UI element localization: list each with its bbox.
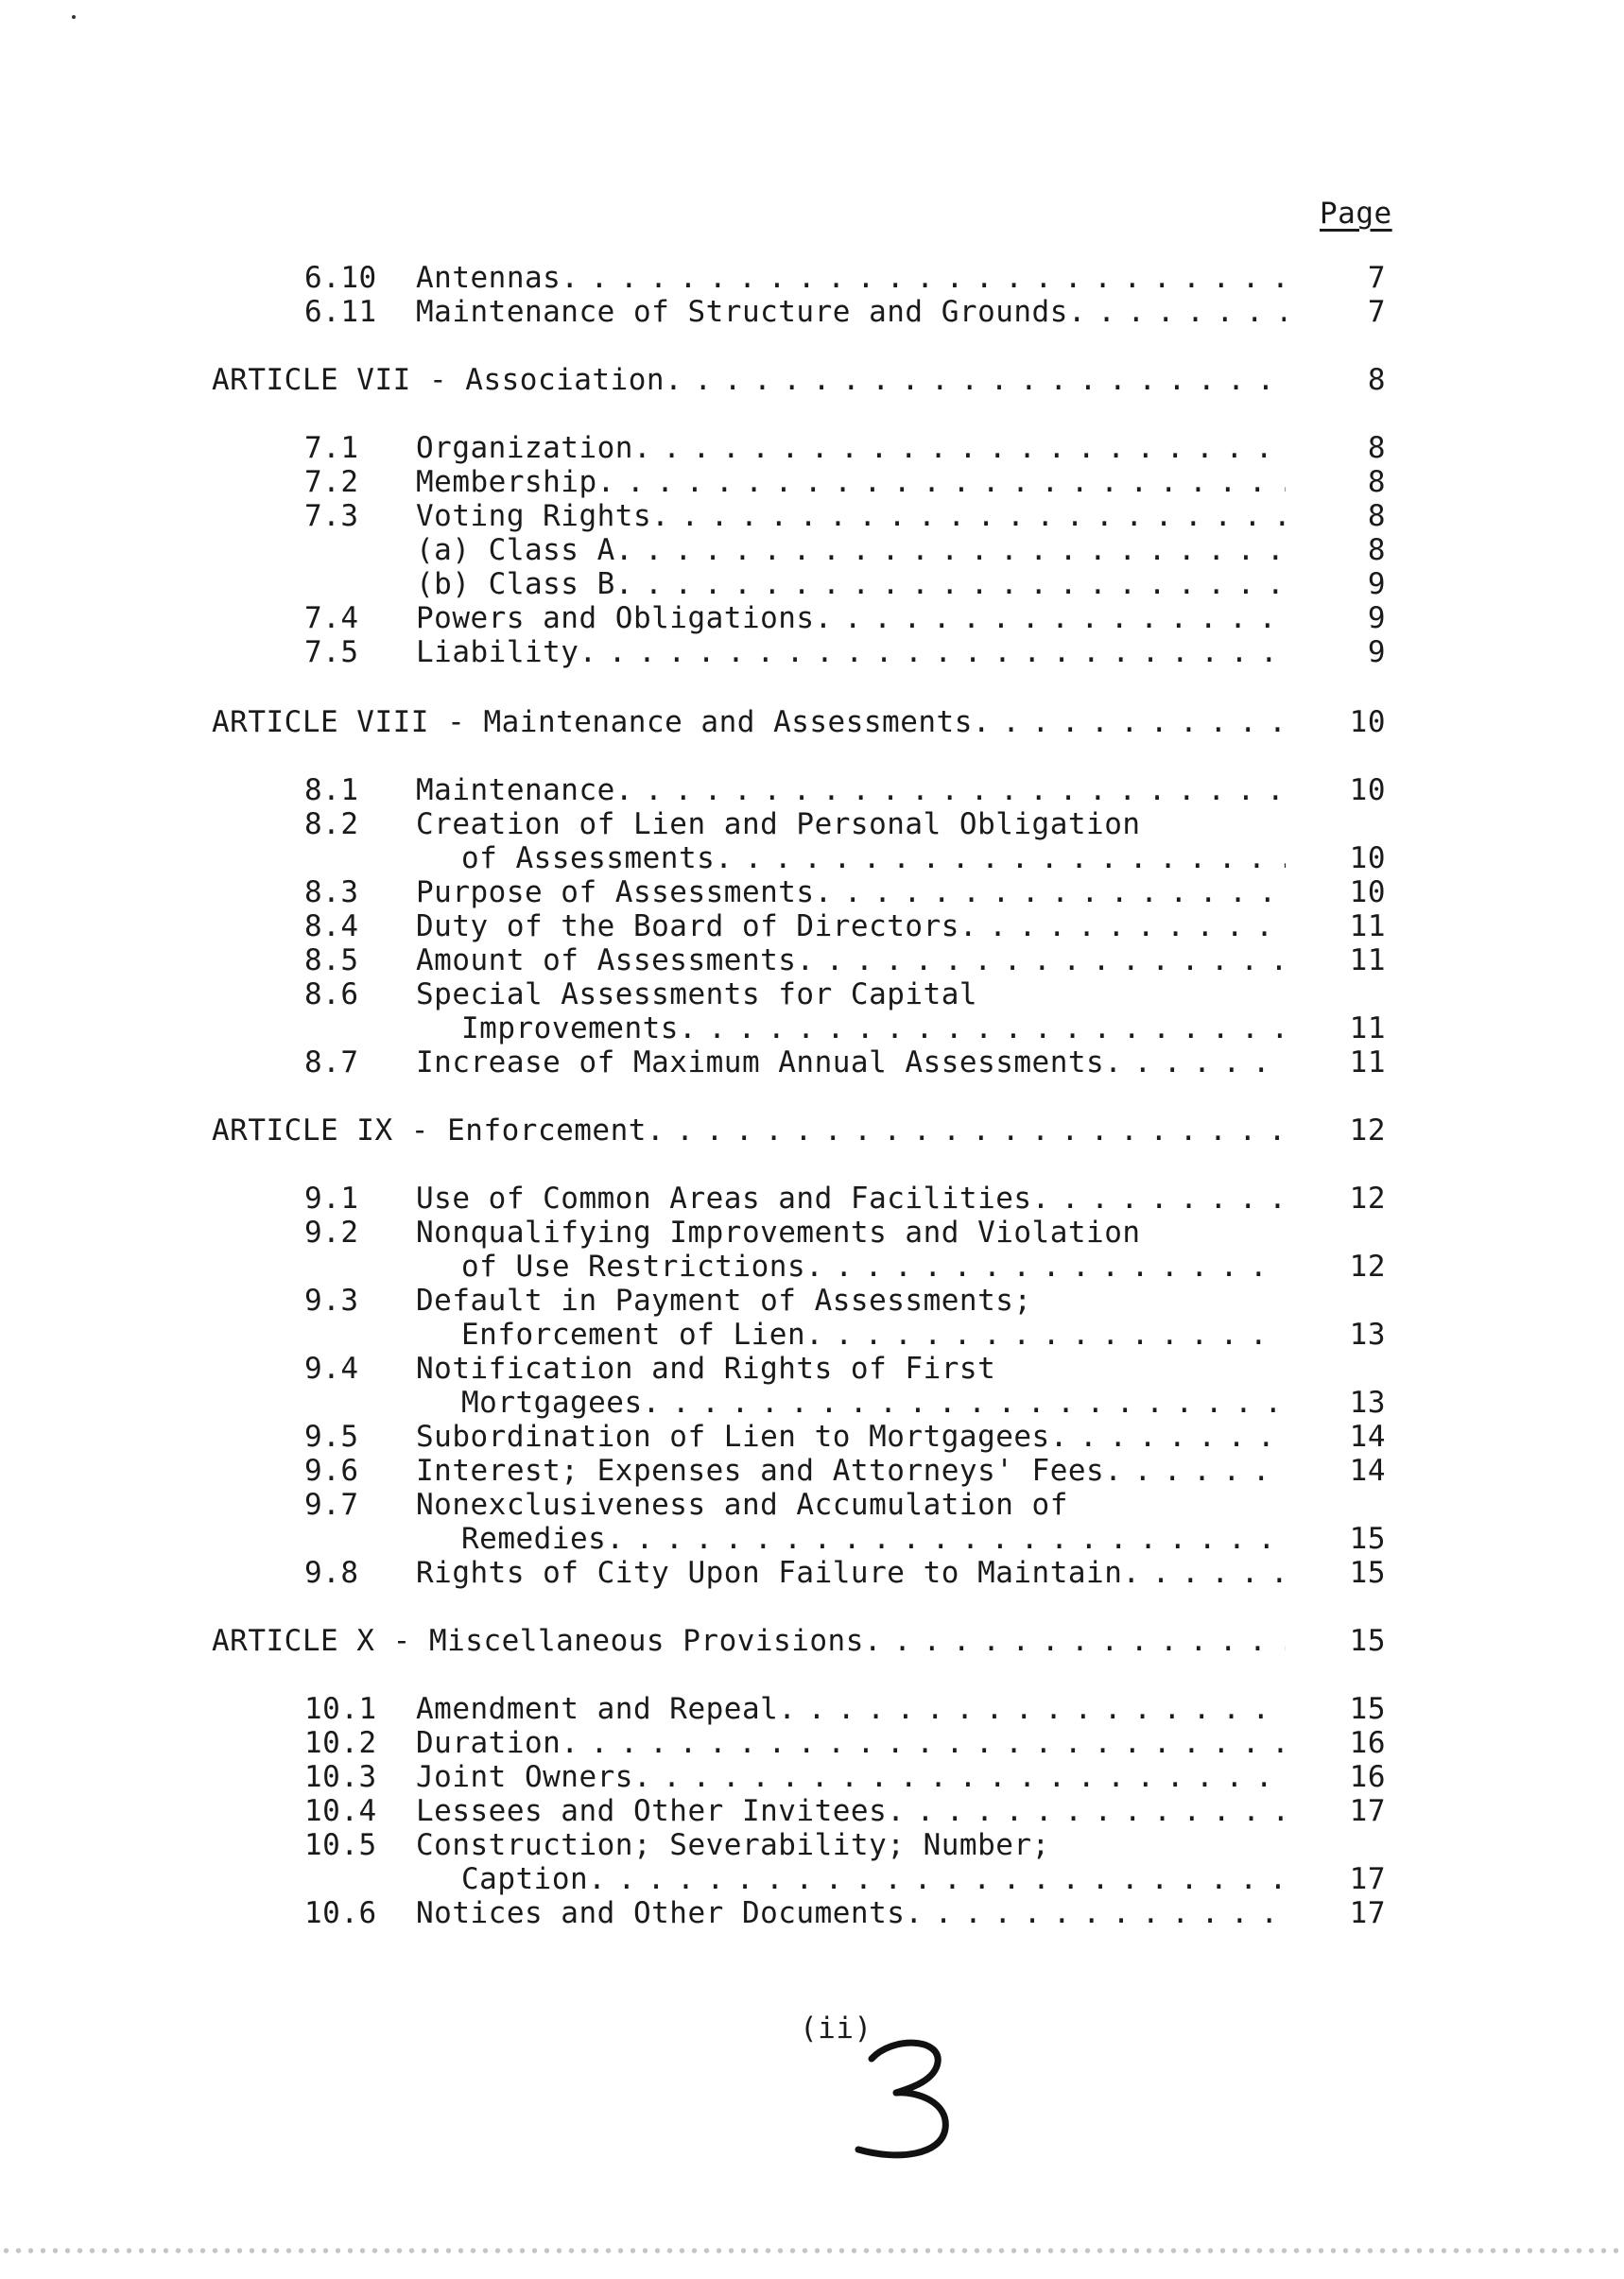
toc-entry-title (416, 261, 1286, 295)
toc-entry-text: Mortgagees (461, 1386, 643, 1420)
toc-entry-text: Lessees and Other Invitees (416, 1794, 888, 1828)
toc-page-number: 12 (1349, 1182, 1386, 1216)
toc-entry-title (416, 1692, 1286, 1726)
toc-entry-text: Duration (416, 1726, 561, 1760)
dot-leader (665, 363, 1286, 397)
scan-edge-noise (0, 2248, 1624, 2253)
toc-entry (0, 841, 1624, 875)
dot-leader (561, 1726, 1286, 1760)
toc-entry-title (416, 1284, 1286, 1318)
dot-leader (715, 841, 1286, 875)
dot-leader (579, 635, 1286, 669)
toc-entry-title (212, 1114, 1286, 1148)
toc-entry-number: 8.7 (304, 1045, 359, 1079)
dot-leader (805, 1250, 1286, 1284)
toc-entry (0, 533, 1624, 567)
toc-entry-title (461, 841, 1286, 875)
toc-entry-number: 8.1 (304, 773, 359, 807)
toc-entry-title (212, 363, 1286, 397)
toc-entry (0, 807, 1624, 841)
toc-entry-number: 8.2 (304, 807, 359, 841)
toc-entry-number: 10.2 (304, 1726, 377, 1760)
page-number-roman: (ii) (800, 2011, 872, 2046)
toc-entry (0, 1828, 1624, 1862)
toc-article-heading (0, 1624, 1624, 1658)
toc-page-number: 14 (1349, 1454, 1386, 1488)
toc-page-number: 17 (1349, 1794, 1386, 1828)
toc-entry-title (461, 1522, 1286, 1556)
toc-entry-text: Membership (416, 465, 597, 499)
toc-article-heading (0, 705, 1624, 739)
toc-entry-title (416, 875, 1286, 909)
toc-entry (0, 1250, 1624, 1284)
dot-leader (959, 909, 1286, 943)
toc-entry-number: 9.7 (304, 1488, 359, 1522)
toc-entry (0, 1182, 1624, 1216)
toc-page-number: 15 (1349, 1692, 1386, 1726)
dot-leader (778, 1692, 1286, 1726)
toc-page-number: 10 (1349, 705, 1386, 739)
dot-leader (1032, 1182, 1286, 1216)
toc-page-number: 8 (1367, 363, 1386, 397)
toc-entry (0, 773, 1624, 807)
toc-article-heading (0, 363, 1624, 397)
toc-entry-text: ARTICLE X - Miscellaneous Provisions (212, 1624, 864, 1658)
toc-entry (0, 1760, 1624, 1794)
toc-page-number: 9 (1367, 635, 1386, 669)
toc-entry-title (416, 533, 1286, 567)
toc-entry (0, 1454, 1624, 1488)
toc-entry-text: Special Assessments for Capital (416, 977, 978, 1011)
dot-leader (647, 1114, 1286, 1148)
toc-entry-number: 7.2 (304, 465, 359, 499)
toc-page-number: 13 (1349, 1386, 1386, 1420)
toc-entry-title (416, 499, 1286, 533)
toc-entry-title (416, 601, 1286, 635)
dot-leader (973, 705, 1286, 739)
toc-page-number: 11 (1349, 1045, 1386, 1079)
toc-page-number: 15 (1349, 1522, 1386, 1556)
toc-page-number: 15 (1349, 1556, 1386, 1590)
toc-entry-text: ARTICLE VIII - Maintenance and Assessments (212, 705, 973, 739)
toc-entry (0, 1794, 1624, 1828)
toc-entry-number: 8.6 (304, 977, 359, 1011)
toc-page-number: 7 (1367, 261, 1386, 295)
toc-entry (0, 1011, 1624, 1045)
toc-entry-title (416, 1216, 1286, 1250)
toc-page-number: 16 (1349, 1760, 1386, 1794)
toc-entry-number: 7.5 (304, 635, 359, 669)
handwritten-page-number (851, 2032, 964, 2165)
toc-entry-number: 10.3 (304, 1760, 377, 1794)
dot-leader (643, 1386, 1286, 1420)
toc-page-number: 17 (1349, 1896, 1386, 1930)
toc-entry-text: Construction; Severability; Number; (416, 1828, 1050, 1862)
toc-entry-text: Improvements (461, 1011, 679, 1045)
toc-entry-title (416, 909, 1286, 943)
toc-entry-text: Nonexclusiveness and Accumulation of (416, 1488, 1068, 1522)
toc-entry-text: Liability (416, 635, 579, 669)
toc-entry-text: ARTICLE IX - Enforcement (212, 1114, 647, 1148)
toc-entry-text: ARTICLE VII - Association (212, 363, 665, 397)
toc-entry-number: 9.4 (304, 1352, 359, 1386)
toc-entry-text: Remedies (461, 1522, 607, 1556)
toc-entry (0, 1420, 1624, 1454)
toc-entry (0, 909, 1624, 943)
toc-entry-number: 6.10 (304, 261, 377, 295)
toc-entry (0, 431, 1624, 465)
toc-entry-title (416, 431, 1286, 465)
toc-entry (0, 875, 1624, 909)
dot-leader (1122, 1556, 1286, 1590)
toc-entry-title (416, 567, 1286, 601)
toc-entry-title (416, 773, 1286, 807)
toc-page-number: 8 (1367, 431, 1386, 465)
dot-leader (615, 773, 1286, 807)
toc-entry (0, 1522, 1624, 1556)
toc-entry (0, 1726, 1624, 1760)
toc-entry-text: (b) Class B (416, 567, 615, 601)
toc-entry (0, 1216, 1624, 1250)
toc-entry (0, 1692, 1624, 1726)
toc-entry-number: 6.11 (304, 295, 377, 329)
toc-entry-text: Powers and Obligations (416, 601, 815, 635)
toc-entry-number: 8.3 (304, 875, 359, 909)
page-column-heading: Page (1320, 197, 1392, 231)
toc-entry-number: 7.3 (304, 499, 359, 533)
toc-page-number: 11 (1349, 909, 1386, 943)
toc-page-number: 11 (1349, 943, 1386, 977)
toc-page-number: 11 (1349, 1011, 1386, 1045)
dot-leader (633, 1760, 1286, 1794)
toc-entry-title (416, 1488, 1286, 1522)
toc-entry-text: Notification and Rights of First (416, 1352, 996, 1386)
dot-leader (561, 261, 1286, 295)
toc-entry-text: Antennas (416, 261, 561, 295)
toc-entry (0, 567, 1624, 601)
dot-leader (1050, 1420, 1286, 1454)
toc-entry-text: of Use Restrictions (461, 1250, 806, 1284)
toc-entry-title (416, 635, 1286, 669)
toc-entry-number: 9.2 (304, 1216, 359, 1250)
toc-page-number: 16 (1349, 1726, 1386, 1760)
toc-entry-text: Creation of Lien and Personal Obligation (416, 807, 1141, 841)
dot-leader (651, 499, 1286, 533)
toc-entry-title (416, 977, 1286, 1011)
toc-entry (0, 465, 1624, 499)
toc-page-number: 13 (1349, 1318, 1386, 1352)
toc-entry-text: Use of Common Areas and Facilities (416, 1182, 1032, 1216)
dot-leader (615, 567, 1286, 601)
toc-entry-number: 10.4 (304, 1794, 377, 1828)
toc-entry-text: Maintenance (416, 773, 615, 807)
toc-entry-text: Maintenance of Structure and Grounds (416, 295, 1068, 329)
toc-page-number: 17 (1349, 1862, 1386, 1896)
toc-entry-title (416, 1726, 1286, 1760)
toc-entry-title (416, 1760, 1286, 1794)
toc-entry (0, 1284, 1624, 1318)
toc-entry-text: Amount of Assessments (416, 943, 797, 977)
toc-entry-number: 9.8 (304, 1556, 359, 1590)
toc-entry-text: of Assessments (461, 841, 716, 875)
toc-entry-title (212, 1624, 1286, 1658)
toc-entry-title (416, 1420, 1286, 1454)
toc-page-number: 8 (1367, 533, 1386, 567)
dot-leader (633, 431, 1286, 465)
toc-entry-number: 8.4 (304, 909, 359, 943)
dot-leader (588, 1862, 1286, 1896)
dot-leader (905, 1896, 1286, 1930)
toc-entry-text: Default in Payment of Assessments; (416, 1284, 1032, 1318)
toc-entry-number: 9.1 (304, 1182, 359, 1216)
toc-entry-number: 8.5 (304, 943, 359, 977)
toc-page-number: 9 (1367, 601, 1386, 635)
dot-leader (679, 1011, 1286, 1045)
toc-entry-text: Organization (416, 431, 633, 465)
dot-leader (1104, 1045, 1286, 1079)
toc-entry-text: Amendment and Repeal (416, 1692, 779, 1726)
toc-entry-title (212, 705, 1286, 739)
toc-entry (0, 1386, 1624, 1420)
toc-entry-title (416, 1045, 1286, 1079)
toc-entry-text: Nonqualifying Improvements and Violation (416, 1216, 1141, 1250)
toc-page-number: 10 (1349, 875, 1386, 909)
toc-entry (0, 261, 1624, 295)
toc-entry-text: Duty of the Board of Directors (416, 909, 959, 943)
toc-entry-title (416, 295, 1286, 329)
scan-speck (72, 15, 76, 19)
toc-entry-text: Interest; Expenses and Attorneys' Fees (416, 1454, 1105, 1488)
dot-leader (615, 533, 1286, 567)
toc-page-number: 10 (1349, 773, 1386, 807)
toc-entry-text: (a) Class A (416, 533, 615, 567)
toc-entry (0, 943, 1624, 977)
toc-entry-title (461, 1250, 1286, 1284)
toc-entry-text: Increase of Maximum Annual Assessments (416, 1045, 1105, 1079)
dot-leader (815, 875, 1286, 909)
toc-page-number: 12 (1349, 1250, 1386, 1284)
toc-entry (0, 1862, 1624, 1896)
toc-entry-title (416, 465, 1286, 499)
dot-leader (1068, 295, 1286, 329)
toc-entry (0, 635, 1624, 669)
toc-entry (0, 1045, 1624, 1079)
toc-entry (0, 1556, 1624, 1590)
toc-entry-number: 9.3 (304, 1284, 359, 1318)
toc-page-number: 8 (1367, 499, 1386, 533)
toc-entry-number: 10.6 (304, 1896, 377, 1930)
toc-entry-number: 7.1 (304, 431, 359, 465)
toc-entry-title (416, 943, 1286, 977)
toc-entry (0, 1352, 1624, 1386)
toc-entry (0, 499, 1624, 533)
toc-page-number: 8 (1367, 465, 1386, 499)
toc-page-number: 9 (1367, 567, 1386, 601)
toc-entry-title (416, 807, 1286, 841)
toc-entry-title (416, 1352, 1286, 1386)
toc-entry-text: Voting Rights (416, 499, 652, 533)
toc-entry-number: 9.6 (304, 1454, 359, 1488)
toc-entry (0, 1318, 1624, 1352)
toc-entry-text: Subordination of Lien to Mortgagees (416, 1420, 1050, 1454)
toc-entry (0, 601, 1624, 635)
toc-page-number: 15 (1349, 1624, 1386, 1658)
toc-entry-title (416, 1454, 1286, 1488)
toc-entry-text: Rights of City Upon Failure to Maintain (416, 1556, 1123, 1590)
toc-entry-number: 10.1 (304, 1692, 377, 1726)
toc-entry (0, 1896, 1624, 1930)
dot-leader (815, 601, 1286, 635)
toc-entry (0, 1488, 1624, 1522)
toc-entry-title (416, 1556, 1286, 1590)
dot-leader (606, 1522, 1286, 1556)
toc-entry-title (416, 1828, 1286, 1862)
toc-article-heading (0, 1114, 1624, 1148)
toc-entry-number: 9.5 (304, 1420, 359, 1454)
toc-entry-number: 7.4 (304, 601, 359, 635)
toc-page-number: 14 (1349, 1420, 1386, 1454)
dot-leader (1104, 1454, 1286, 1488)
toc-entry-title (461, 1011, 1286, 1045)
dot-leader (805, 1318, 1286, 1352)
toc-entry (0, 295, 1624, 329)
toc-entry-title (416, 1896, 1286, 1930)
toc-page-number: 12 (1349, 1114, 1386, 1148)
dot-leader (887, 1794, 1286, 1828)
toc-entry-title (461, 1318, 1286, 1352)
dot-leader (796, 943, 1286, 977)
toc-entry-title (461, 1386, 1286, 1420)
toc-page-number: 10 (1349, 841, 1386, 875)
toc-entry-number: 10.5 (304, 1828, 377, 1862)
toc-entry-title (461, 1862, 1286, 1896)
dot-leader (864, 1624, 1286, 1658)
toc-entry-text: Caption (461, 1862, 589, 1896)
toc-entry-title (416, 1794, 1286, 1828)
toc-entry (0, 977, 1624, 1011)
dot-leader (597, 465, 1286, 499)
toc-entry-text: Purpose of Assessments (416, 875, 815, 909)
toc-entry-text: Enforcement of Lien (461, 1318, 806, 1352)
toc-entry-text: Notices and Other Documents (416, 1896, 906, 1930)
toc-page-number: 7 (1367, 295, 1386, 329)
toc-entry-text: Joint Owners (416, 1760, 633, 1794)
toc-entry-title (416, 1182, 1286, 1216)
